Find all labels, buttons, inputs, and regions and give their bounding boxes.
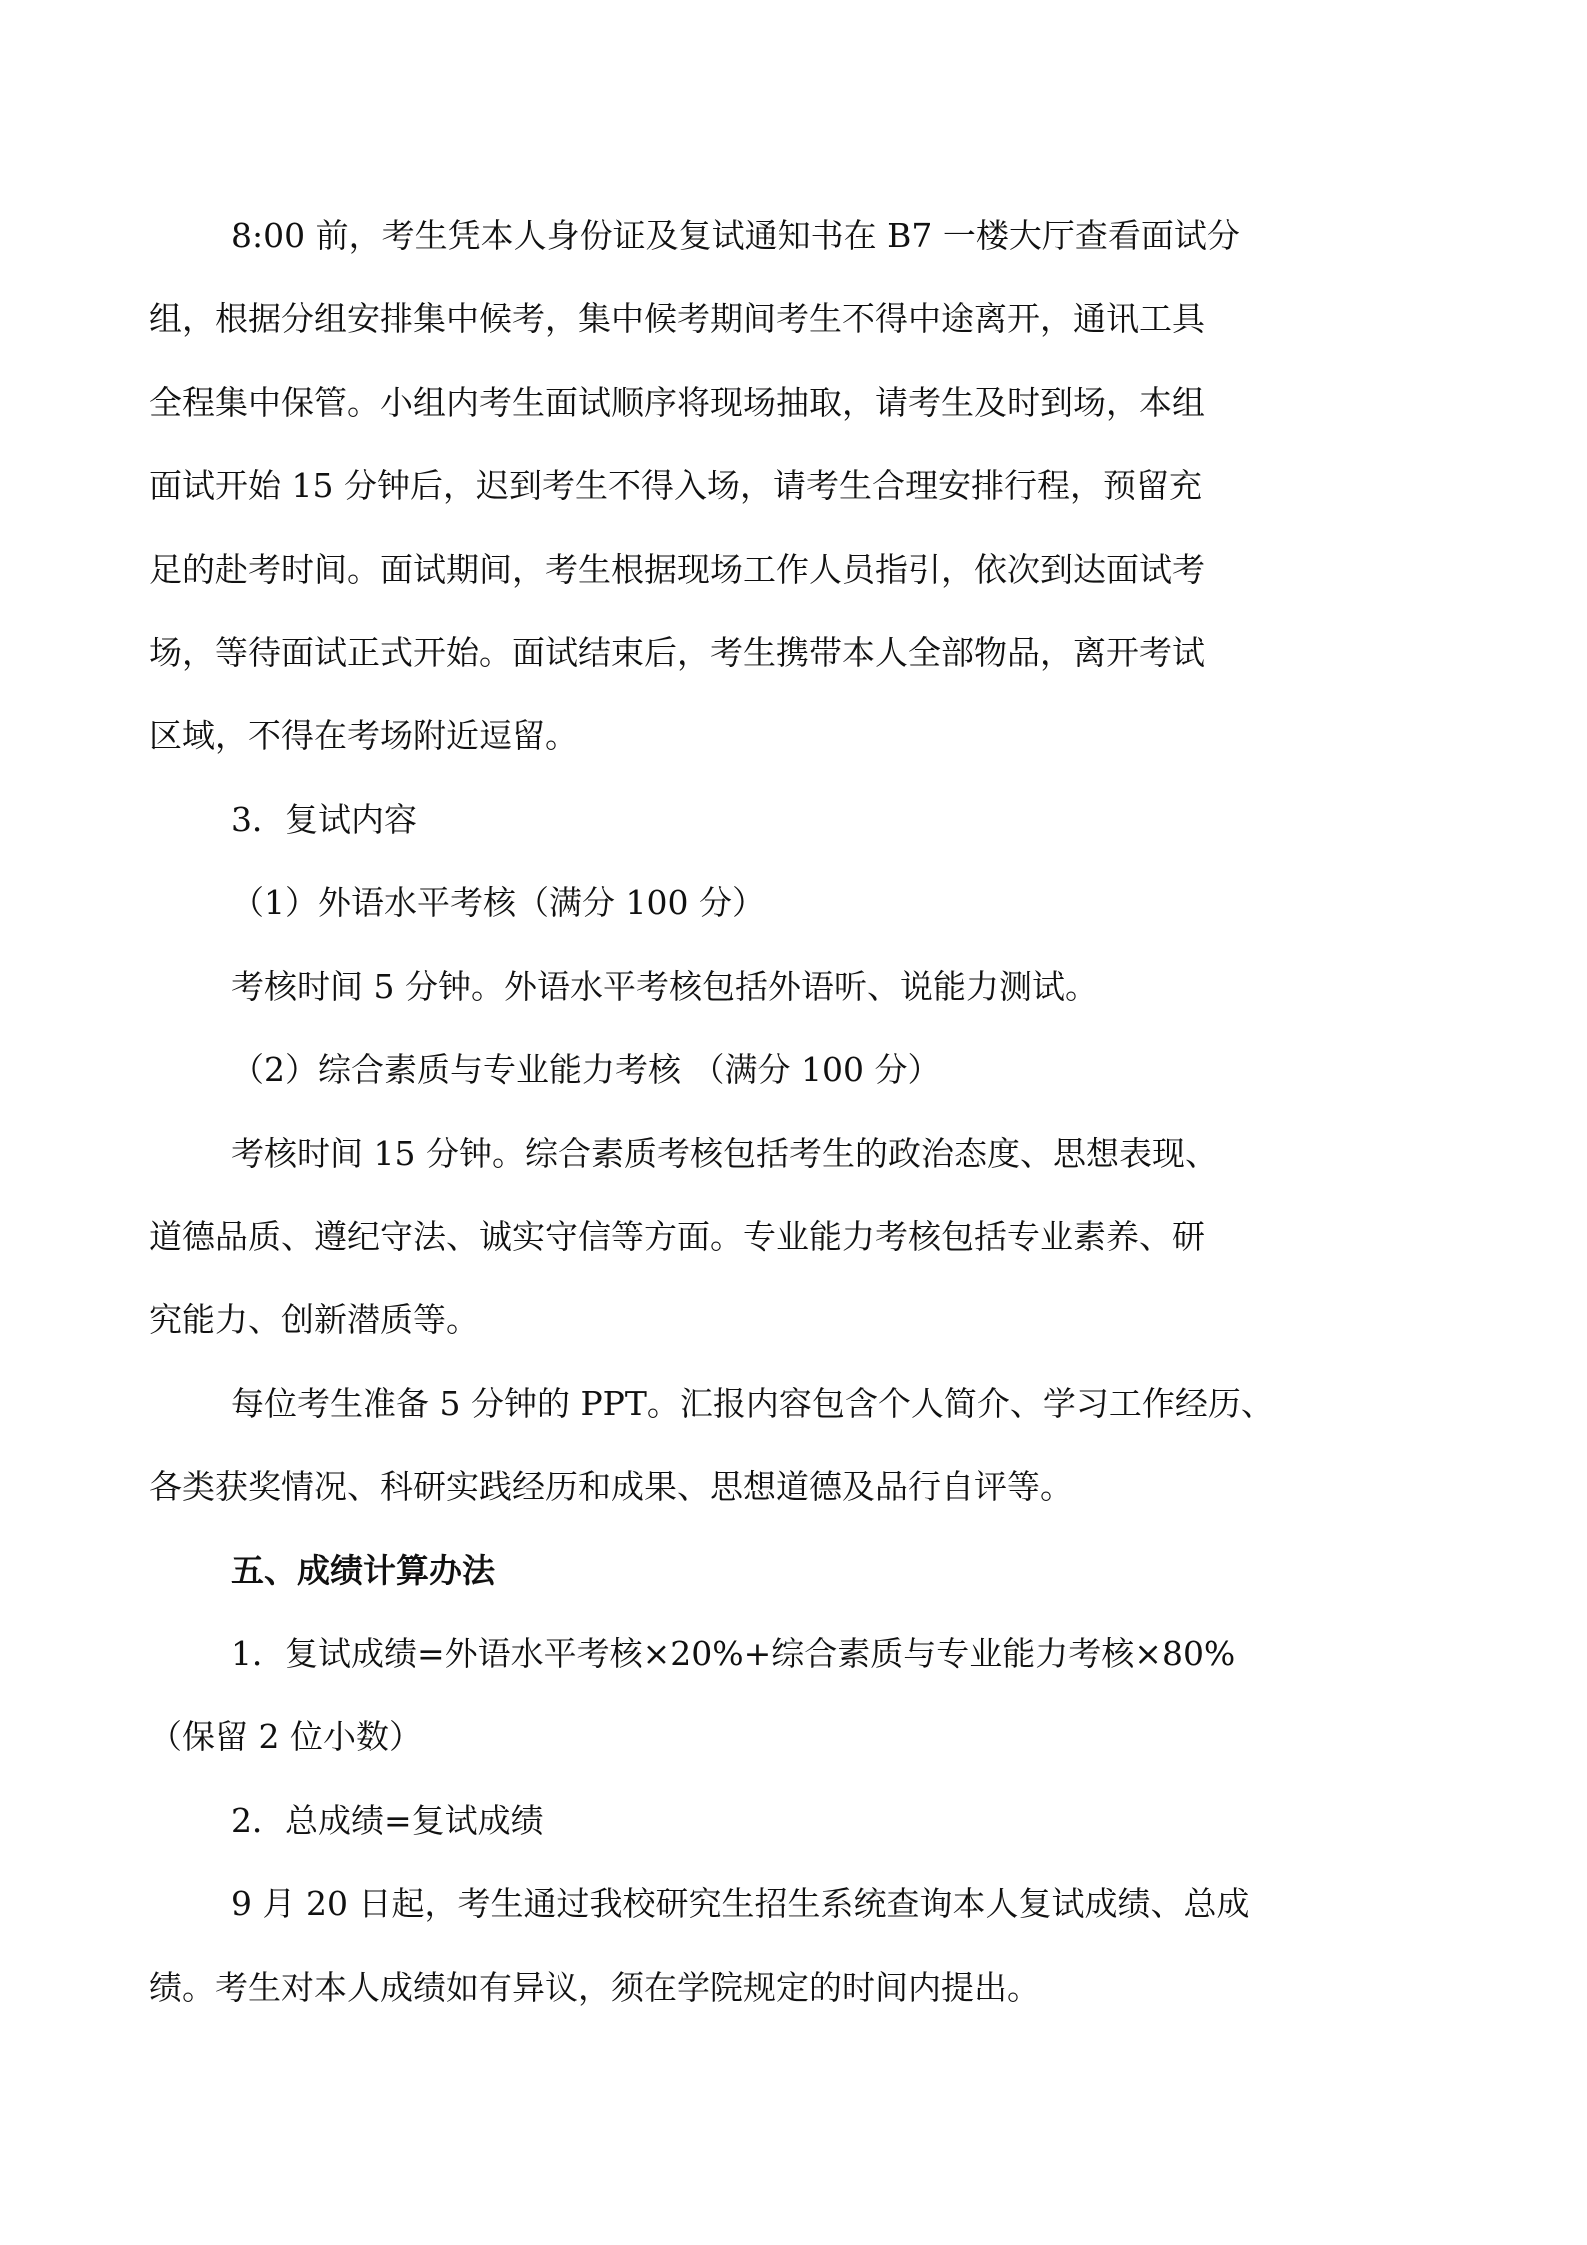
item1-text: 考核时间 5 分钟。外语水平考核包括外语听、说能力测试。 xyxy=(231,967,1098,1006)
formula1-line-2: （保留 2 位小数） xyxy=(149,1717,422,1756)
result-line-2: 绩。考生对本人成绩如有异议，须在学院规定的时间内提出。 xyxy=(149,1968,1040,2007)
arrangement-line-4: 面试开始 15 分钟后，迟到考生不得入场，请考生合理安排行程，预留充 xyxy=(149,466,1202,505)
arrangement-line-7: 区域，不得在考场附近逗留。 xyxy=(149,716,578,755)
formula2-line: 2．总成绩=复试成绩 xyxy=(231,1801,544,1840)
item2-line-3: 究能力、创新潜质等。 xyxy=(149,1300,479,1339)
item2-line-2: 道德品质、遵纪守法、诚实守信等方面。专业能力考核包括专业素养、研 xyxy=(149,1217,1205,1256)
formula1-line-1: 1．复试成绩=外语水平考核×20%+综合素质与专业能力考核×80% xyxy=(231,1634,1236,1673)
arrangement-line-1: 8:00 前，考生凭本人身份证及复试通知书在 B7 一楼大厅查看面试分 xyxy=(231,216,1240,255)
arrangement-line-6: 场，等待面试正式开始。面试结束后，考生携带本人全部物品，离开考试 xyxy=(149,633,1205,672)
ppt-line-2: 各类获奖情况、科研实践经历和成果、思想道德及品行自评等。 xyxy=(149,1467,1073,1506)
result-line-1: 9 月 20 日起，考生通过我校研究生招生系统查询本人复试成绩、总成 xyxy=(231,1884,1250,1923)
section5-heading: 五、成绩计算办法 xyxy=(231,1551,495,1590)
arrangement-line-2: 组，根据分组安排集中候考，集中候考期间考生不得中途离开，通讯工具 xyxy=(149,299,1205,338)
item1-title: （1）外语水平考核（满分 100 分） xyxy=(231,883,765,922)
item2-line-1: 考核时间 15 分钟。综合素质考核包括考生的政治态度、思想表现、 xyxy=(231,1134,1218,1173)
section3-title: 3．复试内容 xyxy=(231,800,417,839)
ppt-line-1: 每位考生准备 5 分钟的 PPT。汇报内容包含个人简介、学习工作经历、 xyxy=(231,1384,1274,1423)
arrangement-line-3: 全程集中保管。小组内考生面试顺序将现场抽取，请考生及时到场，本组 xyxy=(149,383,1205,422)
item2-title: （2）综合素质与专业能力考核 （满分 100 分） xyxy=(231,1050,941,1089)
arrangement-line-5: 足的赴考时间。面试期间，考生根据现场工作人员指引，依次到达面试考 xyxy=(149,550,1205,589)
